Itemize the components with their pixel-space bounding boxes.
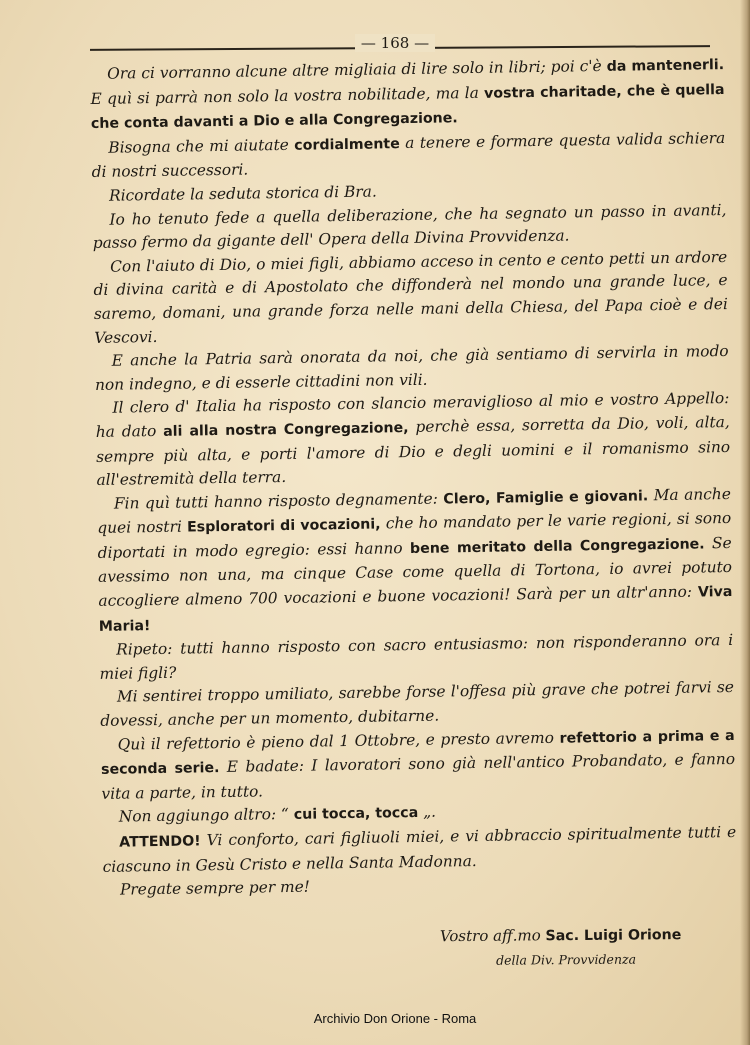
signature-salutation: Vostro aff.mo: [439, 926, 546, 946]
text-segment: Ma anche quei nostri: [97, 484, 732, 538]
text-segment: Vi conforto, cari figliuoli miei, e vi abbraccio spiritualmente tutti e ciascuno in Gesù Cristo e nella Santa Madonna.: [102, 822, 737, 876]
text-segment: Non aggiungo altro: “: [118, 805, 294, 827]
page-edge-shadow: [740, 0, 750, 1045]
paragraph: [97, 483, 733, 640]
text-segment: Se avessimo non una, ma cinque Case come quella di Tortona, io avrei potuto accogliere almeno 700 vocazioni e buone vocazioni! Sarà per un altr'anno:: [97, 533, 733, 610]
text-segment: vostra charitade, che è quella che conta davanti a Dio e alla Congregazione.: [90, 81, 725, 133]
text-segment: Ora ci vorranno alcune altre migliaia di lire solo in libri; poi c'è: [107, 56, 607, 83]
text-segment: Esploratori di vocazioni,: [186, 516, 381, 536]
text-segment: a tenere e formare questa valida schiera di nostri successori.: [91, 128, 726, 182]
signature-block: [440, 925, 720, 968]
paragraph: [95, 387, 730, 492]
text-segment: Con l'aiuto di Dio, o miei figli, abbiamo acceso in cento e cento petti un ardore di divina carità e di Apostolato che diffonderà nel mondo una grande luce, e saremo, domani, una grande forza nelle mani della Chiesa, del Papa cioè e dei Vescovi.: [93, 247, 729, 347]
text-segment: ali alla nostra Congregazione,: [163, 419, 409, 440]
text-segment: bene meritato della Congregazione.: [409, 536, 705, 557]
text-segment: Quì il refettorio è pieno dal 1 Ottobre, e presto avremo: [117, 728, 560, 754]
text-segment: ATTENDO!: [119, 833, 201, 851]
signature-name: Sac. Luigi Orione: [545, 927, 682, 945]
text-segment: Io ho tenuto fede a quella deliberazione, che ha segnato un passo in avanti, passo fermo da gigante dell' Opera della Divina Provvidenza.: [92, 200, 727, 253]
archive-footer: Archivio Don Orione - Roma: [313, 1011, 477, 1026]
text-segment: E badate: I lavoratori sono già nell'antico Probandato, e fanno vita a parte, in tutto.: [101, 750, 736, 803]
text-segment: cordialmente: [294, 135, 400, 154]
text-segment: Ricordate la seduta storica di Bra.: [108, 182, 377, 205]
body-text: [90, 53, 737, 903]
paragraph: [90, 53, 725, 137]
text-segment: Fin quì tutti hanno risposto degnamente:: [113, 489, 444, 513]
page-number: — 168 —: [0, 34, 750, 52]
paragraph: [93, 246, 728, 350]
text-segment: che ho mandato per le varie regioni, si sono diportati in modo egregio: essi hanno: [97, 509, 732, 562]
text-segment: Bisogna che mi aiutate: [108, 135, 295, 157]
text-segment: Viva Maria!: [98, 584, 733, 635]
signature-line: [440, 925, 720, 945]
text-segment: perchè essa, sorretta da Dio, voli, alta, sempre più alta, e porti l'amore di Dio e degli uomini e il romanismo sino all'estremità della terra.: [96, 412, 731, 490]
text-segment: E quì si parrà non solo la vostra nobilitade, ma la: [90, 83, 485, 108]
signature-subtitle: della Div. Provvidenza: [496, 951, 637, 968]
text-segment: E anche la Patria sarà onorata da noi, che già sentiamo di servirla in modo non indegno, e di esserle cittadini non vili.: [94, 342, 729, 394]
text-segment: cui tocca, tocca: [293, 805, 419, 824]
text-segment: Clero, Famiglie e giovani.: [443, 487, 649, 508]
text-segment: Pregate sempre per me!: [119, 877, 311, 899]
text-segment: Ripeto: tutti hanno risposto con sacro entusiasmo: non risponderanno ora i miei figli?: [99, 631, 734, 683]
paragraph: [101, 724, 736, 807]
text-segment: Il clero d' Italia ha risposto con slancio meraviglioso al mio e vostro Appello: ha dato: [95, 389, 730, 441]
text-segment: Mi sentirei troppo umiliato, sarebbe forse l'offesa più grave che potrei farvi se dovessi, anche per un momento, dubitarne.: [100, 678, 735, 730]
text-segment: „.: [418, 803, 437, 822]
text-segment: da mantenerli.: [606, 57, 725, 75]
text-segment: refettorio a prima e a seconda serie.: [100, 727, 735, 779]
